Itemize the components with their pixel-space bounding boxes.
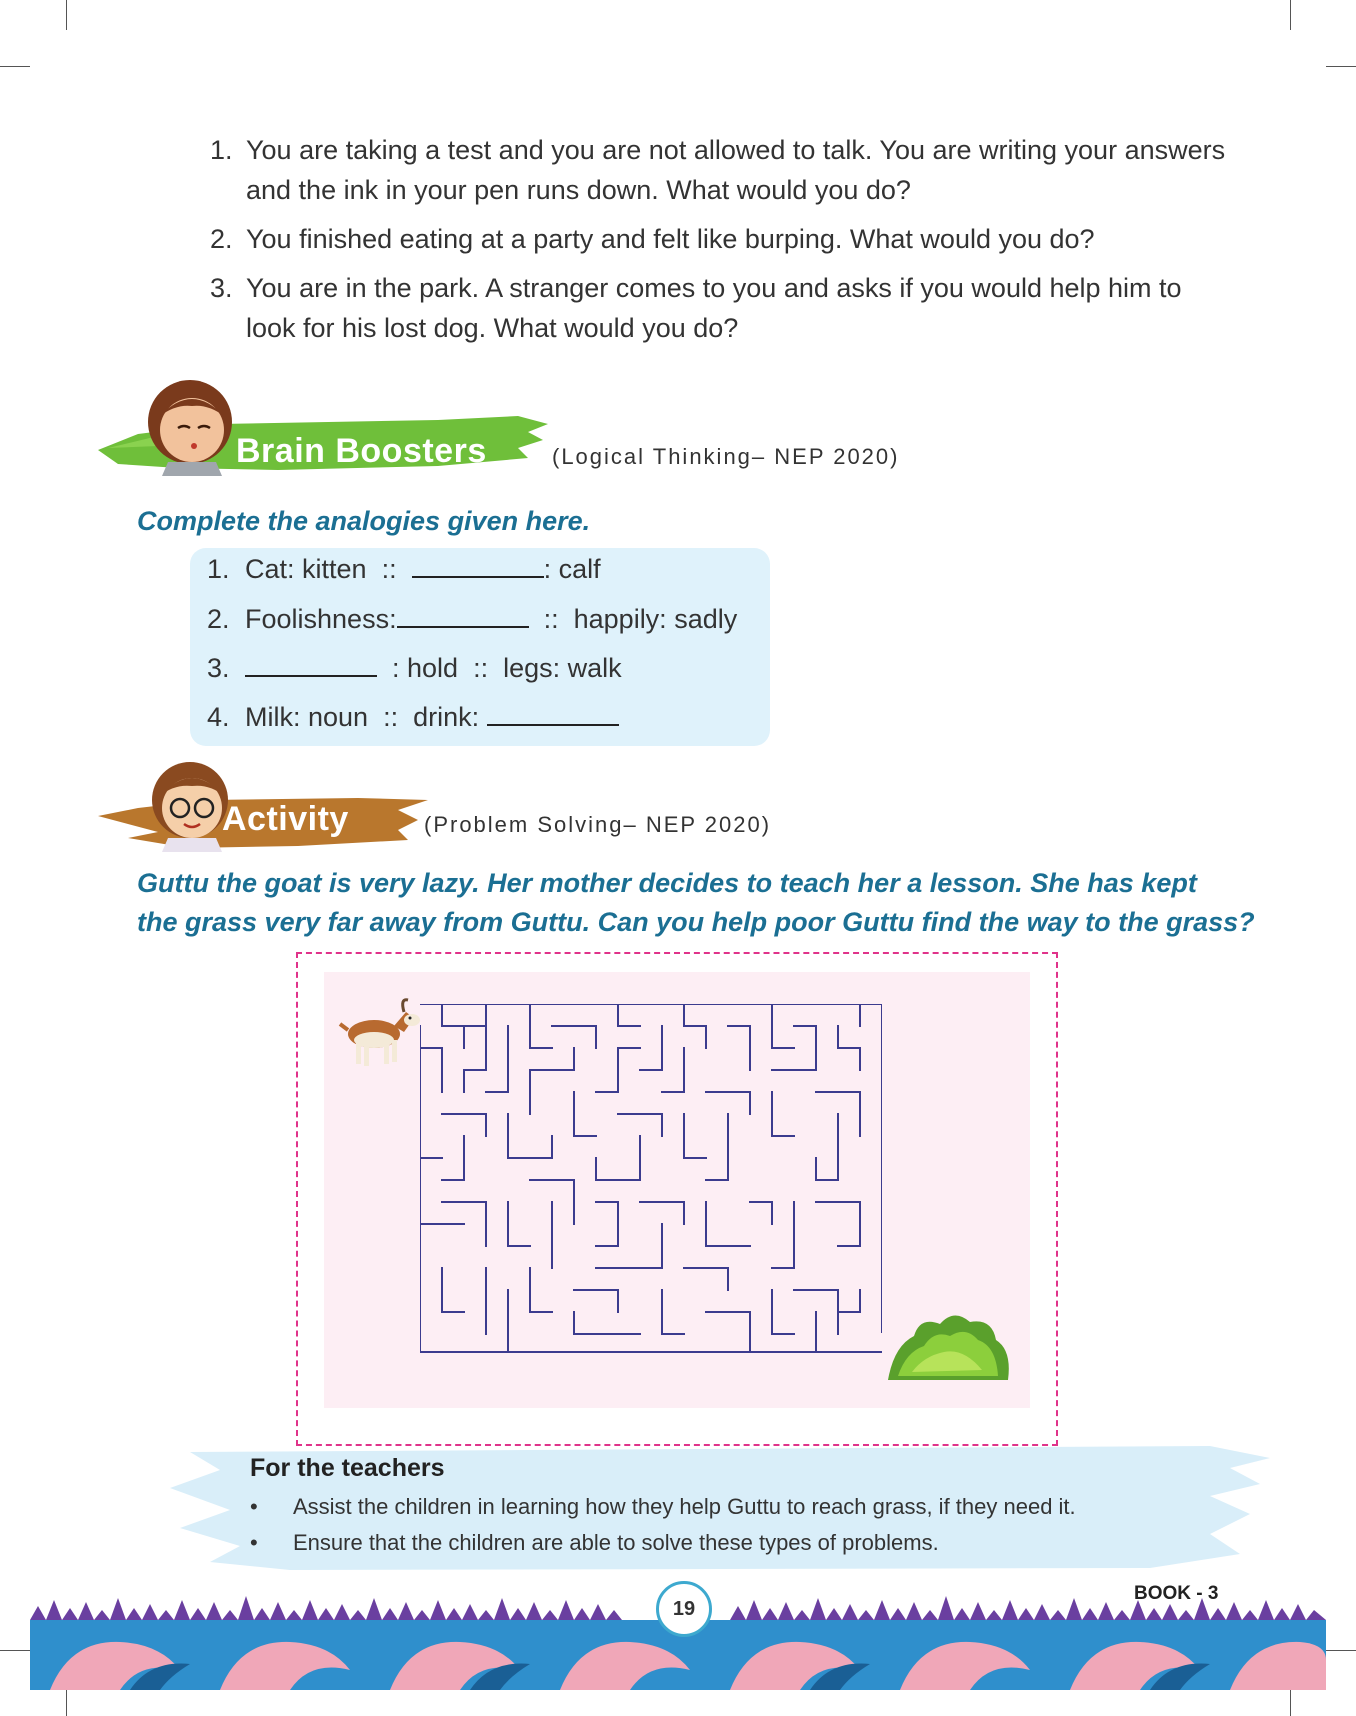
activity-instruction-line: Guttu the goat is very lazy. Her mother decides to teach her a lesson. She has kept xyxy=(137,868,1197,898)
activity-title: Activity xyxy=(222,800,349,838)
answer-blank[interactable] xyxy=(397,602,529,628)
analogies-box xyxy=(190,548,770,746)
analogy-separator: :: xyxy=(543,604,559,634)
crop-mark xyxy=(1290,0,1291,30)
analogy-row xyxy=(207,552,601,585)
analogy-right: drink: xyxy=(413,702,480,732)
question-list xyxy=(210,130,1230,357)
answer-blank[interactable] xyxy=(412,552,544,578)
grass-bush-icon xyxy=(884,1306,1014,1386)
question-text: You are in the park. A stranger comes to you and asks if you would help him to look for his lost dog. What would you do? xyxy=(246,273,1182,343)
bullet: • xyxy=(250,1530,258,1555)
maze[interactable] xyxy=(420,1004,882,1356)
question-item xyxy=(210,219,1230,259)
crop-mark xyxy=(1326,1650,1356,1651)
question-number: 1. xyxy=(210,135,233,165)
teachers-title: For the teachers xyxy=(250,1454,445,1482)
analogy-number: 4. xyxy=(207,702,230,732)
analogy-number: 3. xyxy=(207,653,230,683)
analogy-number: 1. xyxy=(207,554,230,584)
analogy-number: 2. xyxy=(207,604,230,634)
question-number: 3. xyxy=(210,273,233,303)
goat-icon xyxy=(334,994,424,1074)
analogy-right: legs: walk xyxy=(503,653,622,683)
activity-subtitle: (Problem Solving– NEP 2020) xyxy=(424,812,772,837)
analogy-row xyxy=(207,602,737,635)
analogies-instruction: Complete the analogies given here. xyxy=(137,506,591,536)
analogy-right: happily: sadly xyxy=(573,604,738,634)
question-item xyxy=(210,268,1230,348)
analogy-row xyxy=(207,700,619,733)
analogy-left: : hold xyxy=(392,653,459,683)
activity-instruction-line: the grass very far away from Guttu. Can you help poor Guttu find the way to the grass? xyxy=(137,907,1255,937)
analogy-left: Foolishness: xyxy=(245,604,397,634)
analogy-left: Cat: kitten xyxy=(245,554,367,584)
question-item xyxy=(210,130,1230,210)
question-text: You finished eating at a party and felt like burping. What would you do? xyxy=(246,224,1095,254)
analogy-right: : calf xyxy=(543,554,601,584)
question-number: 2. xyxy=(210,224,233,254)
crop-mark xyxy=(66,1686,67,1716)
crop-mark xyxy=(0,1650,30,1651)
analogy-separator: :: xyxy=(473,653,489,683)
crop-mark xyxy=(66,0,67,30)
teachers-note-text: Ensure that the children are able to solve these types of problems. xyxy=(293,1530,939,1555)
crop-mark xyxy=(0,66,30,67)
analogy-separator: :: xyxy=(383,702,399,732)
analogy-left: Milk: noun xyxy=(245,702,369,732)
book-label: BOOK - 3 xyxy=(1134,1583,1219,1604)
analogy-separator: :: xyxy=(381,554,397,584)
crop-mark xyxy=(1290,1686,1291,1716)
brain-boosters-subtitle: (Logical Thinking– NEP 2020) xyxy=(552,444,900,469)
analogy-row xyxy=(207,651,622,684)
bullet: • xyxy=(250,1494,258,1519)
page-number: 19 xyxy=(656,1581,712,1637)
crop-mark xyxy=(1326,66,1356,67)
brain-boosters-title: Brain Boosters xyxy=(236,432,487,470)
teachers-note-text: Assist the children in learning how they help Guttu to reach grass, if they need it. xyxy=(293,1494,1076,1519)
answer-blank[interactable] xyxy=(487,700,619,726)
question-text: You are taking a test and you are not allowed to talk. You are writing your answers and the ink in your pen runs down. What would you do? xyxy=(246,135,1226,205)
teachers-note xyxy=(250,1530,939,1556)
answer-blank[interactable] xyxy=(245,651,377,677)
teachers-note xyxy=(250,1494,1076,1520)
